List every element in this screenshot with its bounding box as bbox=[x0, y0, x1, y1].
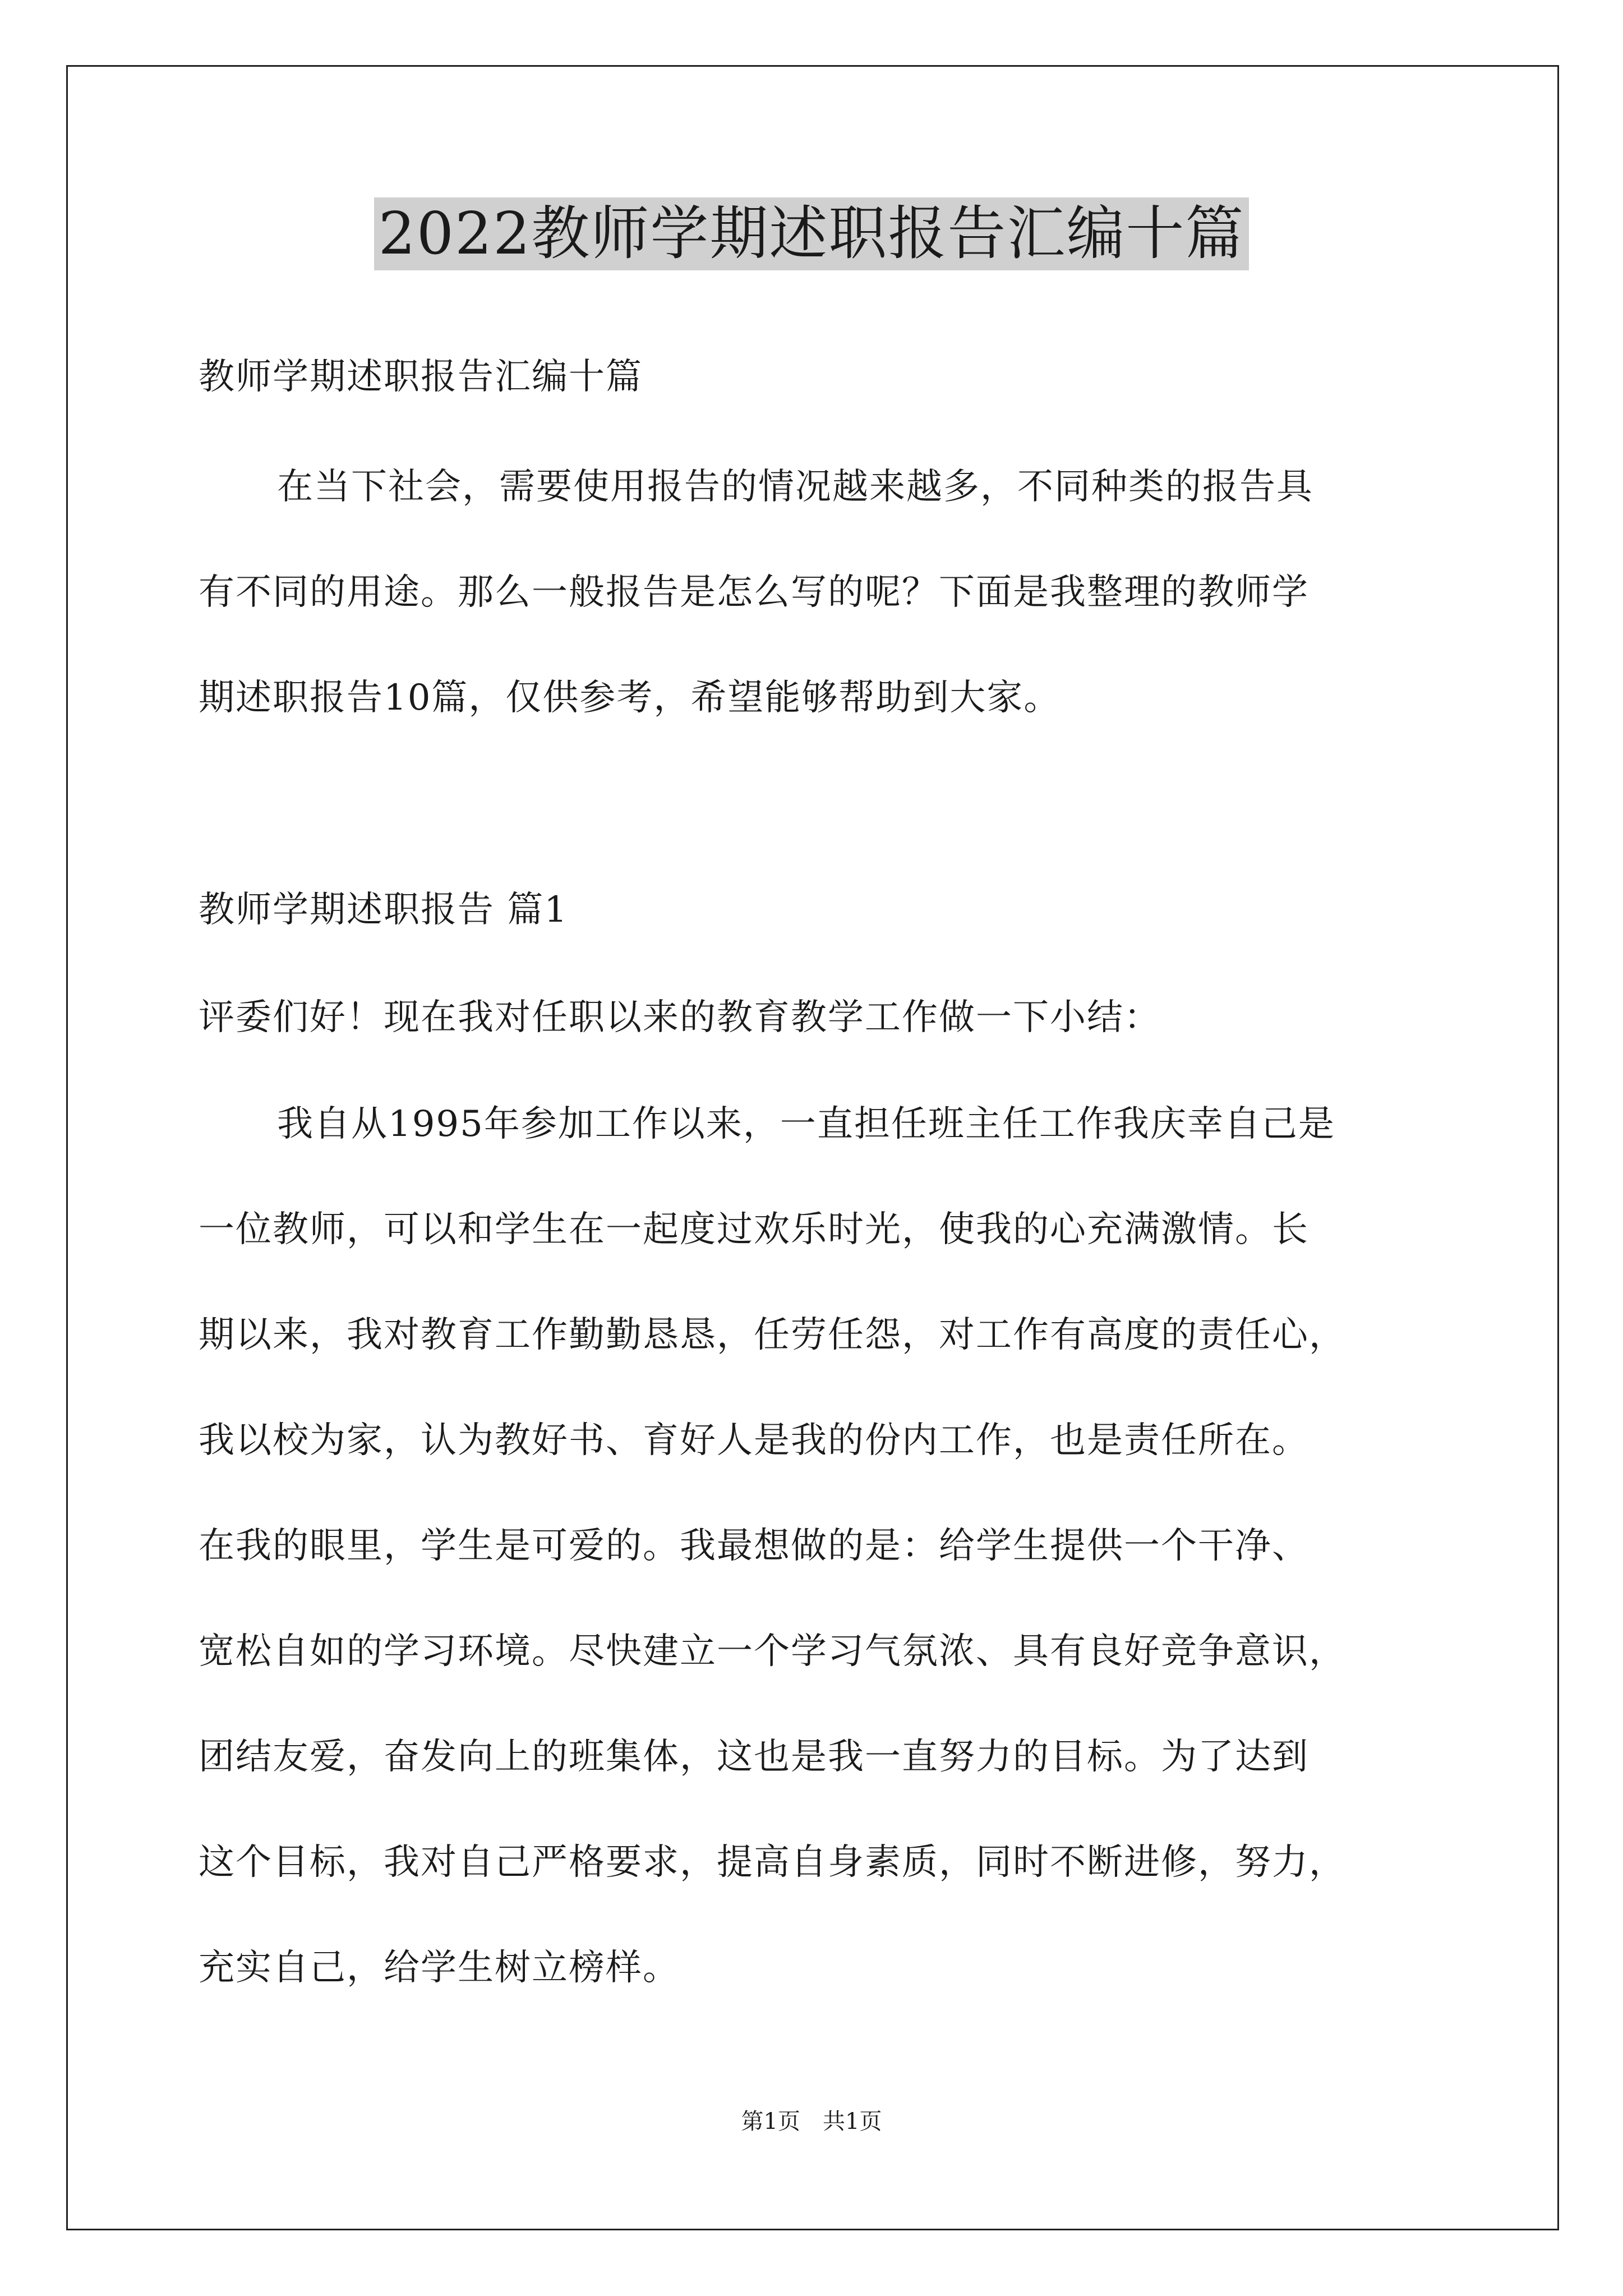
body-line-7: 团结友爱，奋发向上的班集体，这也是我一直努力的目标。为了达到 bbox=[199, 1736, 1309, 1778]
intro-line-2: 有不同的用途。那么一般报告是怎么写的呢？下面是我整理的教师学 bbox=[199, 572, 1309, 613]
body-line-4: 我以校为家，认为教好书、育好人是我的份内工作，也是责任所在。 bbox=[199, 1420, 1309, 1461]
body-line-5: 在我的眼里，学生是可爱的。我最想做的是：给学生提供一个干净、 bbox=[199, 1525, 1309, 1567]
document-subtitle: 教师学期述职报告汇编十篇 bbox=[199, 356, 643, 398]
body-line-6: 宽松自如的学习环境。尽快建立一个学习气氛浓、具有良好竞争意识， bbox=[199, 1631, 1346, 1672]
document-title-wrapper bbox=[0, 197, 1623, 270]
body-line-8: 这个目标，我对自己严格要求，提高自身素质，同时不断进修，努力， bbox=[199, 1842, 1346, 1883]
intro-line-1: 在当下社会，需要使用报告的情况越来越多，不同种类的报告具 bbox=[277, 466, 1313, 508]
body-line-9: 充实自己，给学生树立榜样。 bbox=[199, 1947, 680, 1989]
page-footer: 第1页 共1页 bbox=[741, 2109, 882, 2134]
body-line-1: 我自从1995年参加工作以来，一直担任班主任工作我庆幸自己是 bbox=[277, 1103, 1335, 1145]
body-line-3: 期以来，我对教育工作勤勤恳恳，任劳任怨，对工作有高度的责任心， bbox=[199, 1314, 1346, 1356]
intro-line-3: 期述职报告10篇，仅供参考，希望能够帮助到大家。 bbox=[199, 677, 1061, 719]
section-heading: 教师学期述职报告 篇1 bbox=[199, 889, 569, 931]
document-title: 2022教师学期述职报告汇编十篇 bbox=[374, 197, 1249, 270]
greeting-line: 评委们好！现在我对任职以来的教育教学工作做一下小结： bbox=[199, 997, 1161, 1038]
body-line-2: 一位教师，可以和学生在一起度过欢乐时光，使我的心充满激情。长 bbox=[199, 1209, 1309, 1250]
